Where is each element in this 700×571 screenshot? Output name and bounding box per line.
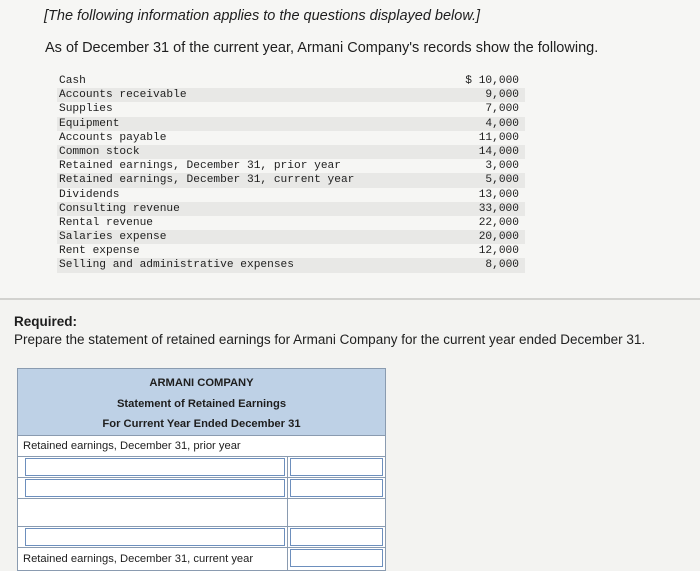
- record-row: [57, 216, 525, 230]
- intro-note: [The following information applies to the questions displayed below.]: [44, 8, 481, 24]
- record-row: [57, 244, 525, 258]
- record-amount: $ 10,000: [465, 75, 519, 87]
- entry-label-cell[interactable]: [18, 457, 288, 477]
- entry-amount-cell[interactable]: [288, 478, 385, 498]
- record-amount: 12,000: [478, 245, 519, 258]
- current-year-amount-input[interactable]: [290, 549, 383, 567]
- record-row: [57, 188, 525, 202]
- record-row: [57, 145, 525, 159]
- entry-label-input[interactable]: [25, 458, 285, 476]
- company-name: ARMANI COMPANY: [18, 369, 385, 394]
- entry-amount-cell[interactable]: [288, 527, 385, 547]
- record-label: Equipment: [59, 117, 120, 130]
- record-amount: 7,000: [485, 103, 519, 116]
- statement-blank-row: [18, 498, 385, 526]
- record-row: [57, 173, 525, 187]
- entry-amount-input[interactable]: [290, 458, 383, 476]
- record-row: [57, 131, 525, 145]
- record-amount: 20,000: [478, 231, 519, 244]
- statement-entry-row: [18, 477, 385, 498]
- statement-entry-row: [18, 456, 385, 477]
- record-row: [57, 202, 525, 216]
- entry-label-cell[interactable]: [18, 478, 288, 498]
- statement-period: For Current Year Ended December 31: [102, 418, 301, 430]
- record-label: Retained earnings, December 31, prior year: [59, 160, 341, 173]
- records-table: [57, 74, 525, 273]
- record-label: Salaries expense: [59, 231, 167, 244]
- entry-amount-input[interactable]: [290, 479, 383, 497]
- record-amount: 33,000: [478, 202, 519, 215]
- statement-entry-row: [18, 526, 385, 547]
- blank-amount-cell: [288, 499, 385, 526]
- record-row: [57, 230, 525, 244]
- record-label: Common stock: [59, 145, 140, 158]
- record-amount: 3,000: [485, 160, 519, 173]
- entry-amount-input[interactable]: [290, 528, 383, 546]
- record-row: [57, 117, 525, 131]
- record-amount: 9,000: [485, 89, 519, 102]
- record-label: Rent expense: [59, 245, 140, 258]
- record-row: [57, 159, 525, 173]
- record-label: Cash: [59, 75, 86, 87]
- record-amount: 5,000: [485, 174, 519, 187]
- record-amount: 11,000: [478, 131, 519, 144]
- statement-header: [18, 369, 385, 435]
- record-amount: 22,000: [478, 216, 519, 229]
- record-label: Dividends: [59, 188, 120, 201]
- record-label: Retained earnings, December 31, current year: [59, 174, 355, 187]
- record-row: [57, 102, 525, 116]
- record-amount: 8,000: [485, 259, 519, 272]
- prior-year-label: Retained earnings, December 31, prior year: [23, 439, 241, 452]
- record-amount: 4,000: [485, 117, 519, 130]
- record-label: Selling and administrative expenses: [59, 259, 294, 272]
- record-row: [57, 88, 525, 102]
- statement-name: Statement of Retained Earnings: [116, 397, 287, 410]
- retained-earnings-statement: [17, 368, 386, 571]
- required-instructions: Prepare the statement of retained earnings for Armani Company for the current year ended December 31.: [14, 332, 646, 347]
- record-row: [57, 74, 525, 88]
- record-label: Accounts payable: [59, 131, 167, 144]
- required-title: Required:: [14, 314, 78, 329]
- current-year-label: Retained earnings, December 31, current year: [18, 548, 288, 570]
- current-year-amount-cell[interactable]: [288, 548, 385, 570]
- record-amount: 14,000: [478, 145, 519, 158]
- record-row: [57, 258, 525, 272]
- entry-label-input[interactable]: [25, 528, 285, 546]
- records-heading: As of December 31 of the current year, Armani Company's records show the following.: [45, 40, 599, 56]
- record-label: Consulting revenue: [59, 202, 180, 215]
- record-label: Accounts receivable: [59, 89, 187, 102]
- entry-amount-cell[interactable]: [288, 457, 385, 477]
- record-label: Supplies: [59, 103, 113, 116]
- entry-label-cell[interactable]: [18, 527, 288, 547]
- entry-label-input[interactable]: [25, 479, 285, 497]
- record-amount: 13,000: [478, 188, 519, 201]
- statement-row-current-year: [18, 547, 385, 570]
- blank-label-cell: [18, 499, 288, 526]
- record-label: Rental revenue: [59, 216, 153, 229]
- statement-row-prior-year: [18, 435, 385, 456]
